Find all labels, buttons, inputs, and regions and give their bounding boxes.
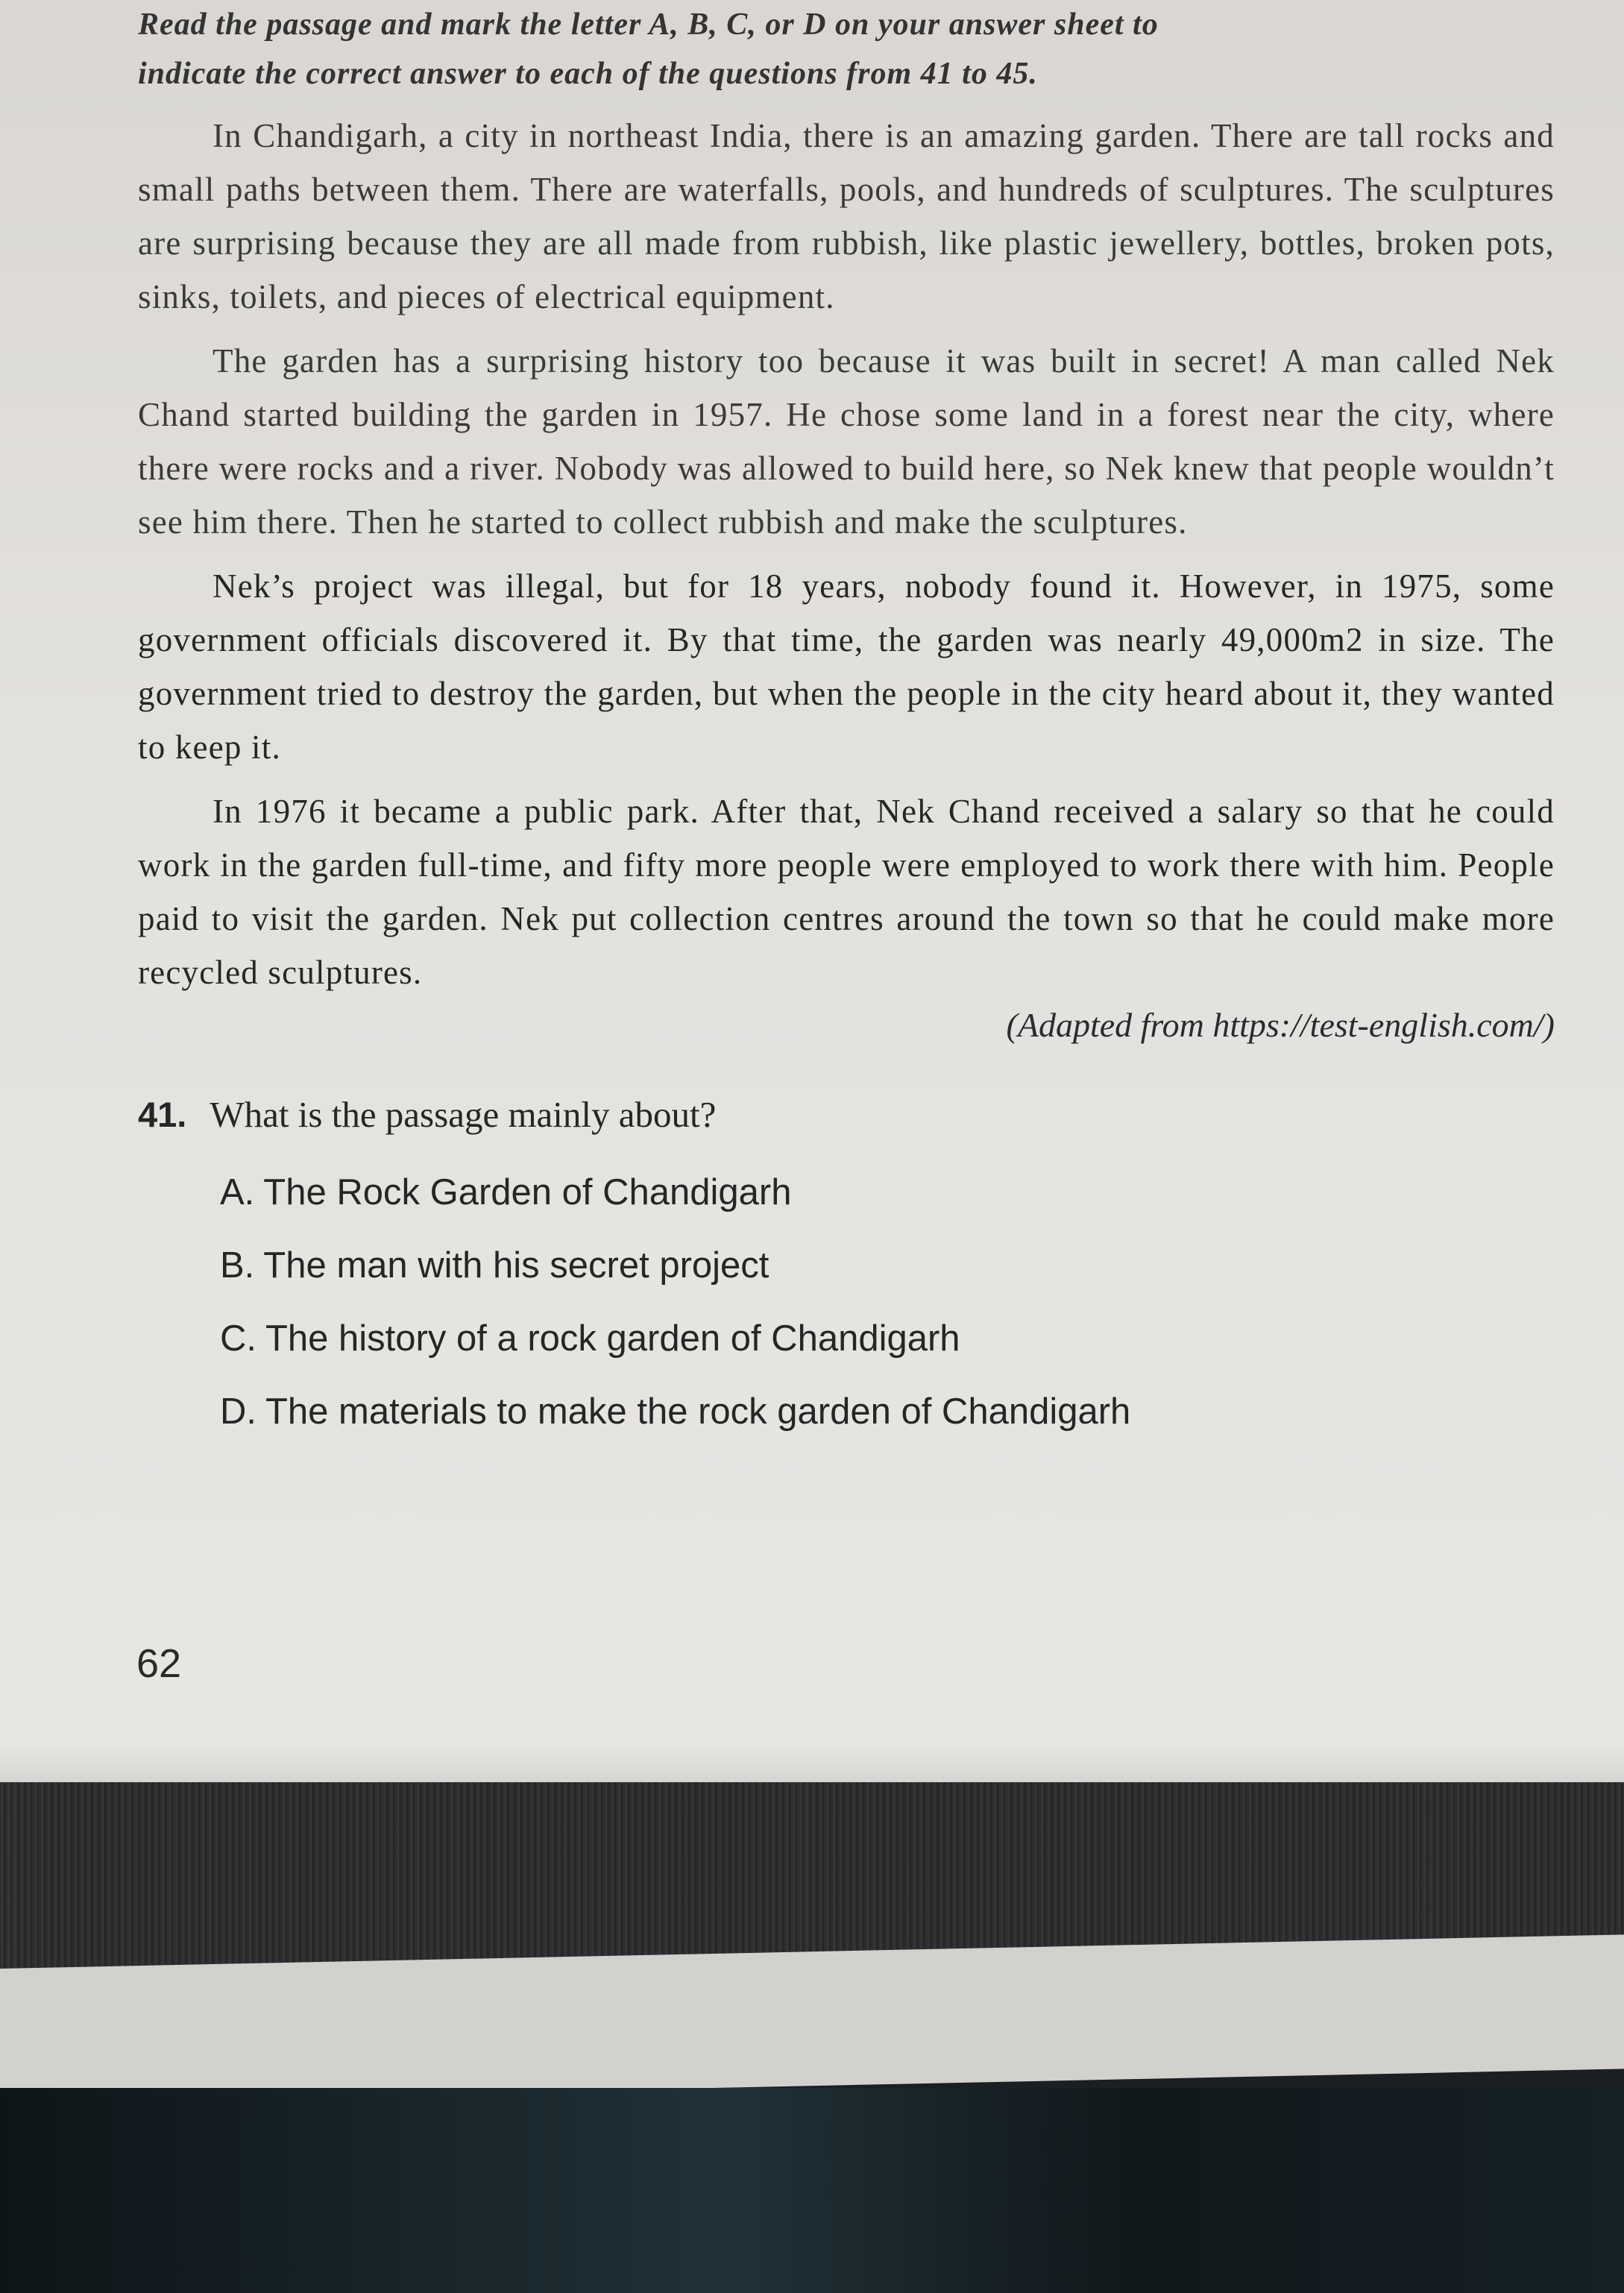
- option-a[interactable]: [220, 1156, 1555, 1229]
- option-text: The history of a rock garden of Chandigarh: [265, 1318, 960, 1359]
- question-41: [138, 1090, 1555, 1448]
- page-bottom-shadow: [0, 1745, 1624, 1786]
- question-number: 41.: [138, 1095, 187, 1134]
- instruction-text: [138, 0, 1555, 98]
- option-letter: D.: [220, 1391, 256, 1432]
- option-text: The man with his secret project: [263, 1245, 769, 1286]
- option-b[interactable]: [220, 1229, 1555, 1302]
- page-content: [138, 0, 1555, 1448]
- option-letter: C.: [220, 1318, 256, 1359]
- passage-source: (Adapted from https://test-english.com/): [1006, 1006, 1555, 1044]
- option-d[interactable]: [220, 1375, 1555, 1448]
- passage-paragraph-3: Nek’s project was illegal, but for 18 years, nobody found it. However, in 1975, some government officials discovered it. By that time, the garden was nearly 49,000m2 in size. The government tried to destroy the garden, but when the people in the city heard about it, they wanted to keep it.: [138, 567, 1555, 766]
- option-text: The materials to make the rock garden of Chandigarh: [265, 1391, 1131, 1432]
- option-text: The Rock Garden of Chandigarh: [263, 1172, 792, 1212]
- reading-passage: [138, 109, 1555, 1050]
- question-text: What is the passage mainly about?: [210, 1094, 717, 1135]
- passage-paragraph-2: The garden has a surprising history too because it was built in secret! A man called Nek Chand started building the garden in 1957. He chose some land in a forest near the city, where there were rocks and a river. Nobody was allowed to build here, so Nek knew that people wouldn’t see him there. Then he started to collect rubbish and make the sculptures.: [138, 342, 1555, 541]
- option-letter: B.: [220, 1245, 255, 1286]
- page-number: 62: [136, 1641, 182, 1686]
- option-c[interactable]: [220, 1302, 1555, 1375]
- answer-options: [220, 1156, 1555, 1448]
- instruction-line-2: indicate the correct answer to each of the questions from 41 to 45.: [138, 57, 1038, 91]
- passage-paragraph-1: In Chandigarh, a city in northeast India, there is an amazing garden. There are tall rocks and small paths between them. There are waterfalls, pools, and hundreds of sculptures. The sculptures are surprising because they are all made from rubbish, like plastic jewellery, bottles, broken pots, sinks, toilets, and pieces of electrical equipment.: [138, 117, 1555, 315]
- background-surface: [0, 2088, 1624, 2293]
- passage-paragraph-4: In 1976 it became a public park. After that, Nek Chand received a salary so that he could work in the garden full-time, and fifty more people were employed to work there with him. People paid to visit the garden. Nek put collection centres around the town so that he could make more recycled sculptures.: [138, 793, 1555, 991]
- instruction-line-1: Read the passage and mark the letter A, B, C, or D on your answer sheet to: [138, 7, 1159, 42]
- option-letter: A.: [220, 1172, 255, 1212]
